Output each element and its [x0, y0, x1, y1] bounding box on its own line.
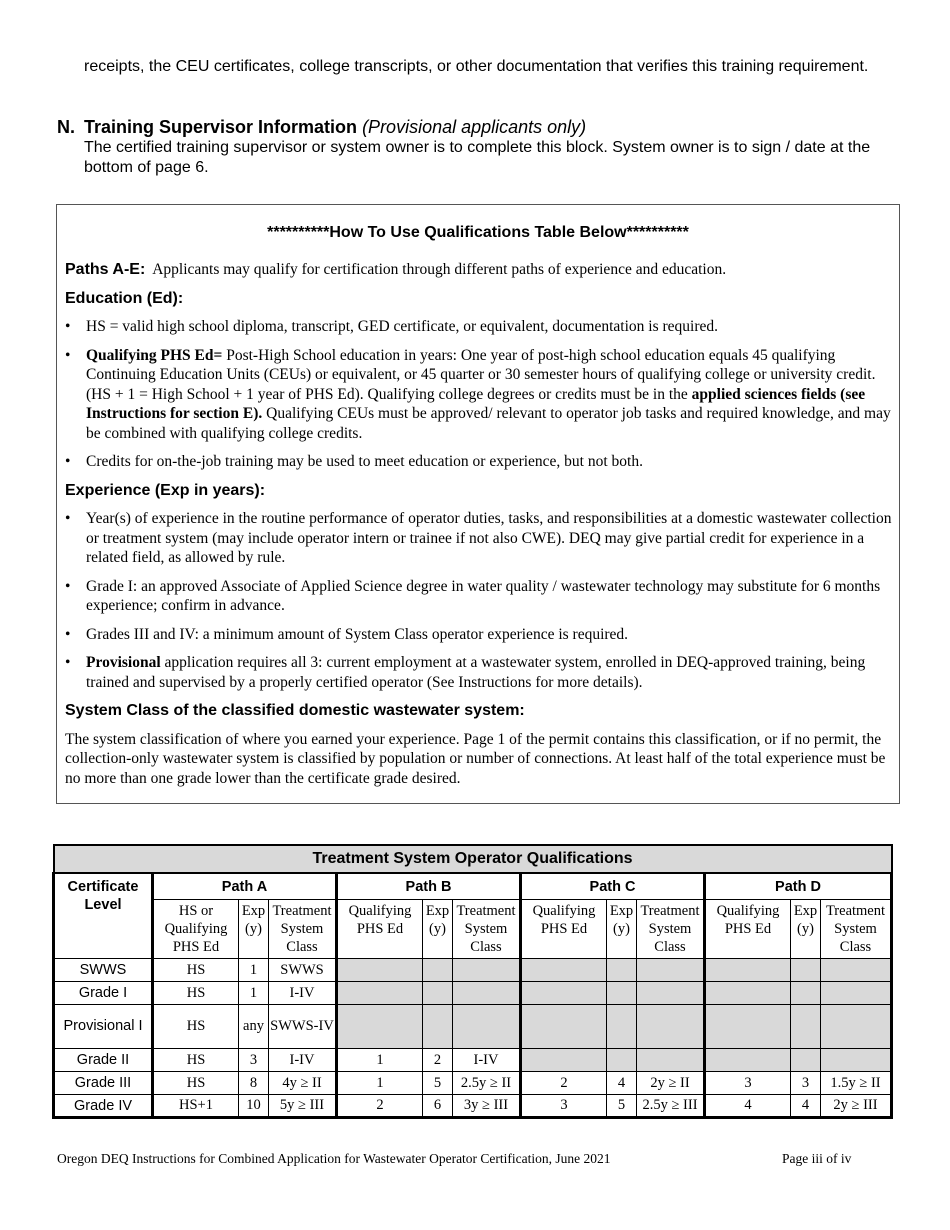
table-cell: [637, 1005, 705, 1049]
table-row: [54, 1005, 892, 1049]
table-cell: [821, 982, 892, 1005]
table-cell: [791, 1049, 821, 1072]
system-class-text: The system classification of where you earned your experience. Page 1 of the permit contains this classification, or if no permit, the collection-only wastewater system is classified by population or number of connections. At least half of the total experience must be no more than one grade lower than the certificate grade desired.: [65, 730, 886, 787]
list-item: • Year(s) of experience in the routine performance of operator duties, tasks, and responsibilities at a domestic wastewater collection or treatment system (may include operator intern or trainee if not also CWE). DEQ may give partial credit for experience in a related field, as allowed by rule.: [65, 509, 895, 568]
table-cell: HS: [153, 959, 239, 982]
path-d-header: Path D: [705, 873, 892, 900]
table-cell: 3: [239, 1049, 269, 1072]
table-cell: I-IV: [269, 1049, 337, 1072]
table-cell: SWWS: [269, 959, 337, 982]
education-heading: Education (Ed):: [65, 289, 184, 307]
list-item: • Qualifying PHS Ed= Post-High School education in years: One year of post-high school education equals 45 qualifying Continuing Education Units (CEUs) or equivalent, or 45 quarter or 30 semester hours of qualifying college or university credit. (HS + 1 = High School + 1 year of PHS Ed). Qualifying college degrees or credits must be in the applied sciences fields (see Instructions for section E). Qualifying CEUs must be approved/ relevant to operator job tasks and required knowledge, and may be combined with qualifying college credits.: [65, 346, 895, 444]
paths-paragraph: [65, 260, 895, 280]
table-cell: 5: [607, 1095, 637, 1118]
table-cell: [705, 959, 791, 982]
path-b-header: Path B: [337, 873, 521, 900]
table-cell: [791, 982, 821, 1005]
table-cell: 3: [705, 1072, 791, 1095]
column-header: Exp (y): [423, 900, 453, 959]
list-item: • Grade I: an approved Associate of Applied Science degree in water quality / wastewater technology may substitute for 6 months experience; confirm in advance.: [65, 577, 895, 616]
table-cell: HS+1: [153, 1095, 239, 1118]
table-cell: 10: [239, 1095, 269, 1118]
table-cell: [637, 982, 705, 1005]
table-cell: 2: [521, 1072, 607, 1095]
table-body: [54, 959, 892, 1118]
table-cell: [453, 982, 521, 1005]
table-cell: [607, 1005, 637, 1049]
column-header: Exp (y): [239, 900, 269, 959]
table-cell: [637, 959, 705, 982]
table-cell: 2y ≥ III: [821, 1095, 892, 1118]
howto-title: **********How To Use Qualifications Table Below**********: [267, 224, 689, 241]
table-row: [54, 982, 892, 1005]
column-header: Treatment System Class: [269, 900, 337, 959]
table-cell: 3y ≥ III: [453, 1095, 521, 1118]
path-a-header: Path A: [153, 873, 337, 900]
table-cell: 2.5y ≥ III: [637, 1095, 705, 1118]
column-header: HS or Qualifying PHS Ed: [153, 900, 239, 959]
table-cell: 2: [337, 1095, 423, 1118]
table-cell: [423, 982, 453, 1005]
list-item: • HS = valid high school diploma, transcript, GED certificate, or equivalent, documentation is required.: [65, 317, 895, 337]
column-header: Exp (y): [791, 900, 821, 959]
page-number: Page iii of iv: [782, 1151, 852, 1166]
table-cell: [607, 1049, 637, 1072]
table-cell: [637, 1049, 705, 1072]
column-header: Treatment System Class: [821, 900, 892, 959]
table-cell: 2.5y ≥ II: [453, 1072, 521, 1095]
table-row: [54, 959, 892, 982]
list-item: • Provisional application requires all 3: current employment at a wastewater system, enrolled in DEQ-approved training, being trained and supervised by a properly certified operator (See Instructions for more details).: [65, 653, 895, 692]
table-cell: 5y ≥ III: [269, 1095, 337, 1118]
certificate-level-cell: Grade IV: [54, 1095, 153, 1118]
table-cell: 8: [239, 1072, 269, 1095]
certificate-level-cell: Grade I: [54, 982, 153, 1005]
table-row: [54, 1072, 892, 1095]
column-header: Qualifying PHS Ed: [521, 900, 607, 959]
table-cell: HS: [153, 982, 239, 1005]
table-cell: 6: [423, 1095, 453, 1118]
table-cell: SWWS-IV: [269, 1005, 337, 1049]
table-cell: I-IV: [453, 1049, 521, 1072]
continued-paragraph: receipts, the CEU certificates, college transcripts, or other documentation that verifies this training requirement.: [84, 58, 869, 75]
table-cell: 2y ≥ II: [637, 1072, 705, 1095]
table-row: [54, 1095, 892, 1118]
table-cell: 1: [239, 959, 269, 982]
table-cell: [337, 1005, 423, 1049]
table-cell: 3: [791, 1072, 821, 1095]
column-header: Qualifying PHS Ed: [705, 900, 791, 959]
table-cell: [705, 1049, 791, 1072]
table-cell: 1: [337, 1072, 423, 1095]
certificate-level-cell: Provisional I: [54, 1005, 153, 1049]
system-class-heading: System Class of the classified domestic wastewater system:: [65, 702, 525, 719]
table-cell: [791, 1005, 821, 1049]
table-cell: 4y ≥ II: [269, 1072, 337, 1095]
column-header: Treatment System Class: [637, 900, 705, 959]
table-cell: [821, 1005, 892, 1049]
certificate-level-cell: Grade II: [54, 1049, 153, 1072]
path-c-header: Path C: [521, 873, 705, 900]
table-cell: [337, 982, 423, 1005]
list-item: • Grades III and IV: a minimum amount of System Class operator experience is required.: [65, 625, 895, 645]
table-cell: [521, 982, 607, 1005]
table-cell: 1: [239, 982, 269, 1005]
experience-list: [65, 509, 895, 692]
footer-title: Oregon DEQ Instructions for Combined Application for Wastewater Operator Certification, June 2021: [57, 1151, 611, 1166]
section-subtitle: (Provisional applicants only): [362, 117, 587, 137]
section-title: Training Supervisor Information: [84, 117, 358, 137]
education-list: [65, 317, 895, 472]
table-cell: [705, 1005, 791, 1049]
column-header: Exp (y): [607, 900, 637, 959]
table-cell: 2: [423, 1049, 453, 1072]
table-cell: 1: [337, 1049, 423, 1072]
table-cell: [705, 982, 791, 1005]
howto-box: [56, 204, 900, 804]
table-cell: [607, 959, 637, 982]
table-cell: [607, 982, 637, 1005]
table-cell: 4: [607, 1072, 637, 1095]
table-cell: [337, 959, 423, 982]
table-cell: HS: [153, 1049, 239, 1072]
table-cell: [821, 959, 892, 982]
section-n-body: The certified training supervisor or system owner is to complete this block. System owner is to sign / date at the bottom of page 6.: [84, 139, 871, 176]
paths-label: Paths A-E:: [65, 261, 146, 278]
table-cell: 3: [521, 1095, 607, 1118]
table-row: [54, 1049, 892, 1072]
table-cell: 4: [705, 1095, 791, 1118]
table-cell: 5: [423, 1072, 453, 1095]
howto-content: [65, 260, 895, 797]
certificate-level-header: Certificate Level: [54, 873, 153, 959]
certificate-level-cell: SWWS: [54, 959, 153, 982]
section-letter: N.: [57, 117, 75, 137]
table-cell: [453, 1005, 521, 1049]
table-cell: [521, 1049, 607, 1072]
table-cell: 1.5y ≥ II: [821, 1072, 892, 1095]
table-cell: [821, 1049, 892, 1072]
table-title: Treatment System Operator Qualifications: [54, 845, 892, 873]
paths-text: Applicants may qualify for certification through different paths of experience and education.: [152, 261, 727, 278]
table-cell: HS: [153, 1005, 239, 1049]
qualifications-table: [52, 844, 893, 1119]
section-n-heading: [57, 116, 897, 138]
table-cell: [453, 959, 521, 982]
section-n: [57, 116, 897, 178]
certificate-level-cell: Grade III: [54, 1072, 153, 1095]
table-cell: 4: [791, 1095, 821, 1118]
table-cell: [423, 959, 453, 982]
table-cell: [423, 1005, 453, 1049]
table-cell: [521, 1005, 607, 1049]
table-cell: [791, 959, 821, 982]
list-item: • Credits for on-the-job training may be used to meet education or experience, but not both.: [65, 452, 895, 472]
table-cell: I-IV: [269, 982, 337, 1005]
table-cell: any: [239, 1005, 269, 1049]
table-cell: [521, 959, 607, 982]
experience-heading: Experience (Exp in years):: [65, 481, 266, 499]
table-cell: HS: [153, 1072, 239, 1095]
column-header: Qualifying PHS Ed: [337, 900, 423, 959]
column-header: Treatment System Class: [453, 900, 521, 959]
